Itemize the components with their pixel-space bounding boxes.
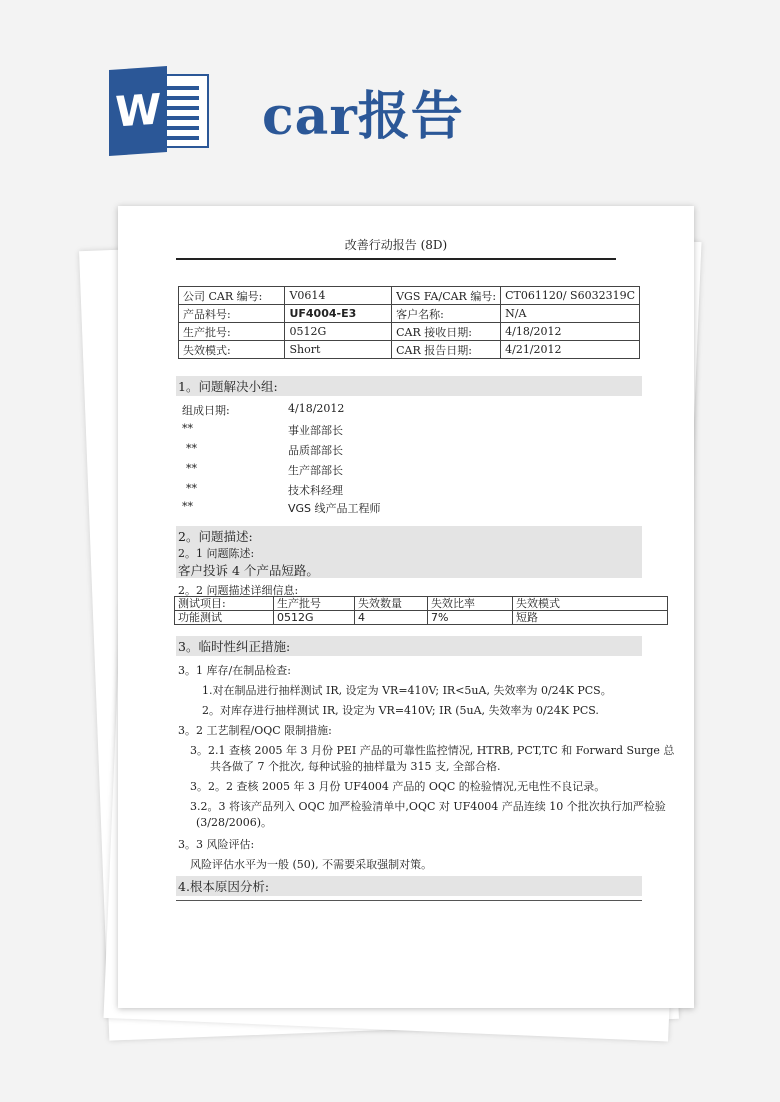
process-item-1-cont: 共各做了 7 个批次, 每种试验的抽样量为 315 支, 全部合格. — [210, 760, 501, 773]
table-row: 测试项目: 生产批号 失效数量 失效比率 失效模式 — [175, 597, 668, 611]
member-name: ** — [186, 482, 197, 495]
check-item-2: 2。对库存进行抽样测试 IR, 设定为 VR=410V; IR (5uA, 失效率为 0/24K PCS. — [202, 704, 599, 717]
section-2-heading: 2。问题描述: — [178, 529, 253, 544]
divider — [176, 900, 642, 901]
member-role: VGS 线产品工程师 — [288, 502, 381, 515]
section-2-block — [176, 526, 642, 578]
word-icon: W — [109, 68, 209, 154]
problem-statement: 客户投诉 4 个产品短路。 — [178, 563, 319, 578]
member-role: 技术科经理 — [288, 484, 343, 497]
member-name: ** — [182, 422, 193, 435]
banner — [0, 0, 780, 180]
section-3-heading: 3。临时性纠正措施: — [176, 636, 642, 656]
section-1-heading: 1。问题解决小组: — [176, 376, 642, 396]
risk-assessment: 风险评估水平为一般 (50), 不需要采取强制对策。 — [190, 858, 433, 871]
section-2-1: 2。1 问题陈述: — [178, 547, 255, 560]
process-item-3: 3.2。3 将该产品列入 OQC 加严检验清单中,OQC 对 UF4004 产品连续 10 个批次执行加严检验 — [190, 800, 666, 813]
process-item-2: 3。2。2 查核 2005 年 3 月份 UF4004 产品的 OQC 的检验情况,无电性不良记录。 — [190, 780, 606, 793]
table-row: 公司 CAR 编号: V0614 VGS FA/CAR 编号: CT061120/ S6032319C — [179, 287, 640, 305]
member-role: 事业部部长 — [288, 424, 343, 437]
table-row: 失效模式: Short CAR 报告日期: 4/21/2012 — [179, 341, 640, 359]
document-title: 改善行动报告 (8D) — [176, 236, 616, 260]
table-row: 功能测试 0512G 4 7% 短路 — [175, 611, 668, 625]
section-3-2: 3。2 工艺制程/OQC 限制措施: — [178, 724, 332, 737]
document-page — [118, 206, 694, 1008]
table-row: 产品料号: UF4004-E3 客户名称: N/A — [179, 305, 640, 323]
section-3-3: 3。3 风险评估: — [178, 838, 255, 851]
section-4-heading: 4.根本原因分析: — [176, 876, 642, 896]
member-name: ** — [182, 500, 193, 513]
member-name: ** — [186, 462, 197, 475]
section-3-1: 3。1 库存/在制品检查: — [178, 664, 291, 677]
member-role: 生产部部长 — [288, 464, 343, 477]
member-role: 品质部部长 — [288, 444, 343, 457]
team-date-label: 组成日期: — [182, 404, 230, 417]
page-title: car报告 — [262, 86, 464, 147]
section-2-2: 2。2 问题描述详细信息: — [178, 584, 299, 597]
process-item-1: 3。2.1 查核 2005 年 3 月份 PEI 产品的可靠性监控情况, HTRB, PCT,TC 和 Forward Surge 总 — [190, 744, 675, 757]
team-date-value: 4/18/2012 — [288, 402, 345, 415]
check-item-1: 1.对在制品进行抽样测试 IR, 设定为 VR=410V; IR<5uA, 失效率为 0/24K PCS。 — [202, 684, 612, 697]
failure-table — [174, 596, 668, 625]
info-table — [178, 286, 640, 359]
process-item-3-cont: (3/28/2006)。 — [196, 816, 272, 829]
member-name: ** — [186, 442, 197, 455]
table-row: 生产批号: 0512G CAR 接收日期: 4/18/2012 — [179, 323, 640, 341]
